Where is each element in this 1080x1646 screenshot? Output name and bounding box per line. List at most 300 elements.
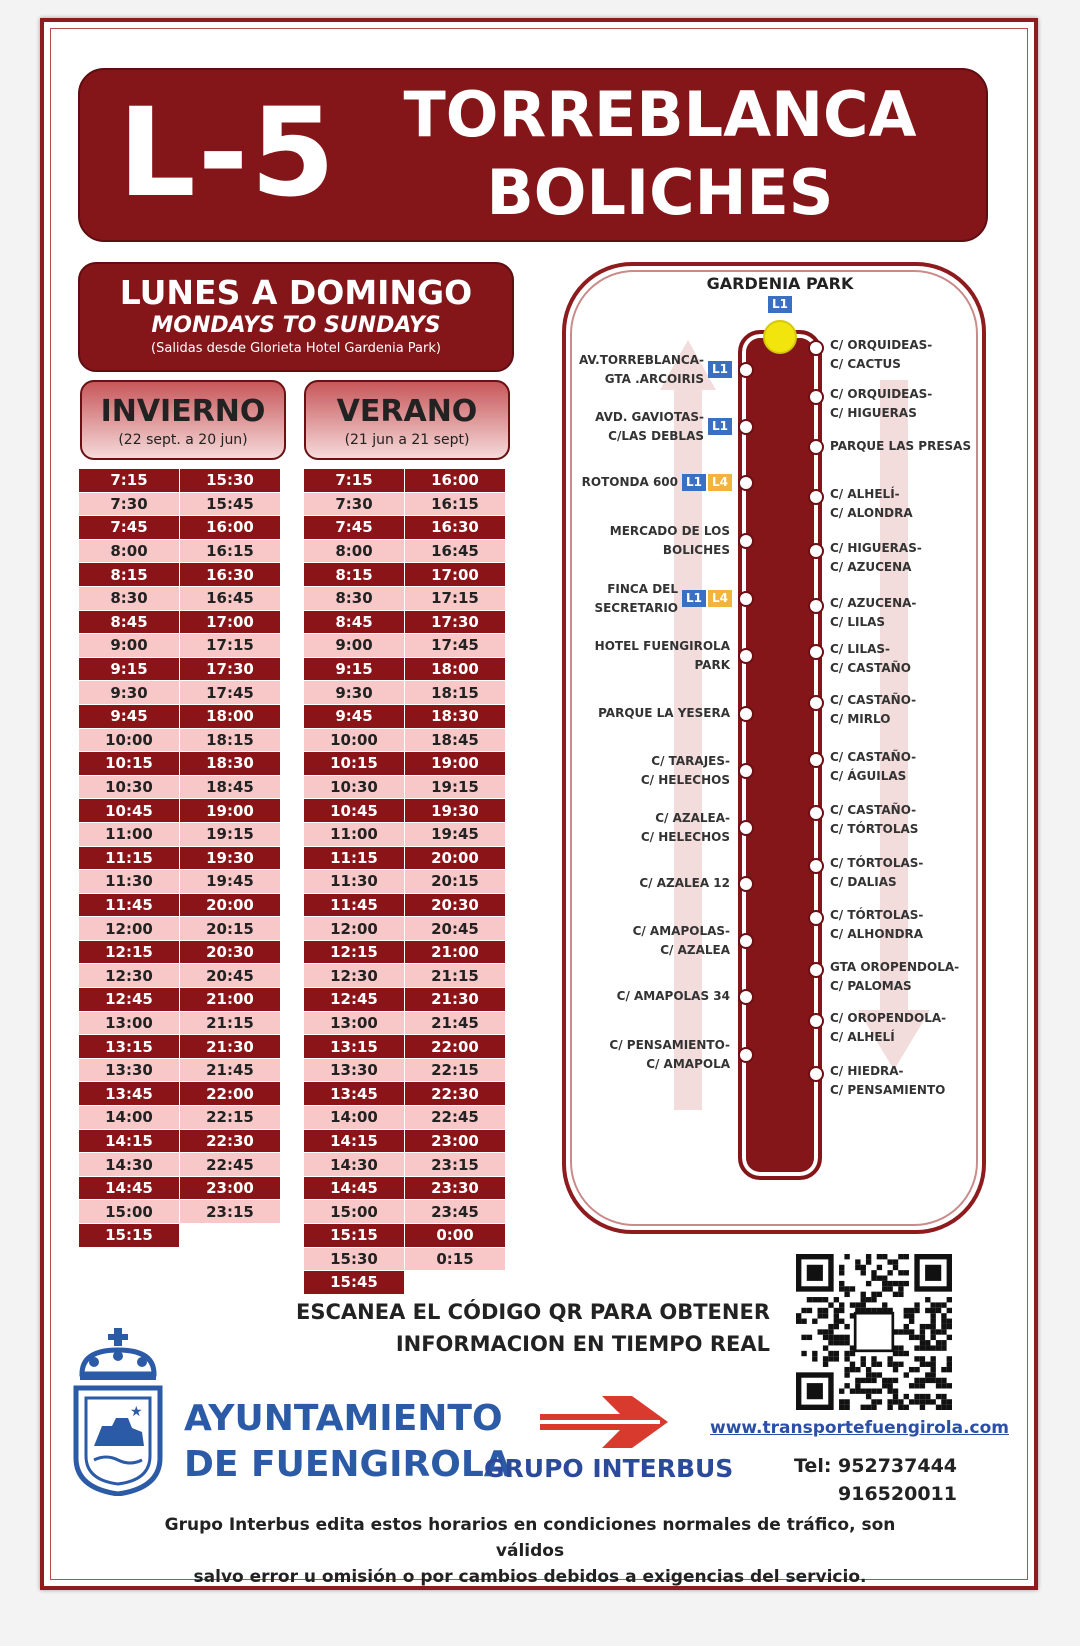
summer-time-cell: 13:30	[304, 1058, 405, 1082]
summer-time-cell: 22:15	[405, 1058, 506, 1082]
winter-row	[79, 469, 281, 493]
stop-marker	[808, 389, 824, 405]
winter-row	[79, 752, 281, 776]
winter-time-cell: 11:45	[79, 893, 180, 917]
stop-name-line1: ROTONDA 600	[581, 475, 678, 489]
summer-time-cell: 23:45	[405, 1200, 506, 1224]
stop-name-line2: C/ MIRLO	[830, 712, 891, 726]
stop-label-right	[830, 748, 980, 786]
winter-time-cell: 13:00	[79, 1011, 180, 1035]
disclaimer-line2: salvo error u omisión o por cambios debidos a exigencias del servicio.	[193, 1567, 867, 1587]
stop-label-left	[570, 987, 730, 1006]
winter-time-cell: 16:30	[180, 563, 281, 587]
stop-label-right	[830, 801, 980, 839]
winter-row	[79, 893, 281, 917]
winter-time-cell: 20:00	[180, 893, 281, 917]
stop-name-line1: C/ CASTAÑO-	[830, 803, 917, 817]
line-badge-l1: L1	[682, 590, 706, 607]
fuengirola-coat-of-arms	[72, 1328, 164, 1496]
stop-label-left	[570, 874, 730, 893]
winter-time-cell: 8:45	[79, 610, 180, 634]
winter-time-cell: 16:00	[180, 516, 281, 540]
winter-time-cell: 15:00	[79, 1200, 180, 1224]
summer-row	[304, 846, 506, 870]
summer-row	[304, 1247, 506, 1271]
stop-name-line2: C/ CACTUS	[830, 357, 901, 371]
summer-row	[304, 586, 506, 610]
winter-time-cell: 18:15	[180, 728, 281, 752]
stop-name-line1: C/ TÓRTOLAS-	[830, 908, 924, 922]
winter-time-cell: 22:15	[180, 1106, 281, 1130]
summer-time-cell: 16:45	[405, 539, 506, 563]
winter-time-cell: 17:30	[180, 657, 281, 681]
summer-time-cell: 10:00	[304, 728, 405, 752]
qr-code[interactable]	[796, 1254, 952, 1410]
winter-row	[79, 1129, 281, 1153]
summer-time-cell: 7:15	[304, 469, 405, 493]
winter-row	[79, 775, 281, 799]
winter-row	[79, 681, 281, 705]
stop-name-line2: C/ PALOMAS	[830, 979, 912, 993]
summer-row	[304, 1011, 506, 1035]
qr-line2: INFORMACION EN TIEMPO REAL	[395, 1332, 770, 1356]
winter-time-cell: 11:00	[79, 822, 180, 846]
winter-row	[79, 940, 281, 964]
stop-name-line2: C/ AZUCENA	[830, 560, 912, 574]
summer-time-cell: 17:45	[405, 634, 506, 658]
summer-row	[304, 1224, 506, 1248]
summer-time-cell: 14:00	[304, 1106, 405, 1130]
summer-time-cell: 11:30	[304, 870, 405, 894]
winter-time-cell: 20:15	[180, 917, 281, 941]
summer-row	[304, 1129, 506, 1153]
stop-name-line2: C/ ALHONDRA	[830, 927, 924, 941]
winter-time-cell: 13:30	[79, 1058, 180, 1082]
stop-name-line1: C/ TÓRTOLAS-	[830, 856, 924, 870]
stop-name-line1: C/ HIEDRA-	[830, 1064, 904, 1078]
summer-time-cell: 23:30	[405, 1176, 506, 1200]
summer-row	[304, 1176, 506, 1200]
winter-row	[79, 964, 281, 988]
stop-label-right	[830, 1009, 980, 1047]
winter-time-cell: 10:30	[79, 775, 180, 799]
org-line1: AYUNTAMIENTO	[184, 1398, 503, 1439]
winter-time-cell: 17:45	[180, 681, 281, 705]
summer-time-cell: 17:30	[405, 610, 506, 634]
summer-row	[304, 1106, 506, 1130]
stop-name-line1: C/ ORQUIDEAS-	[830, 338, 933, 352]
winter-time-cell: 19:45	[180, 870, 281, 894]
svg-text:★: ★	[130, 1404, 143, 1420]
winter-time-cell: 16:45	[180, 586, 281, 610]
winter-time-cell: 14:00	[79, 1106, 180, 1130]
summer-time-cell: 21:45	[405, 1011, 506, 1035]
summer-time-cell: 19:15	[405, 775, 506, 799]
stop-marker	[808, 489, 824, 505]
stop-name-line1: HOTEL FUENGIROLA	[594, 639, 730, 653]
summer-time-cell: 9:45	[304, 704, 405, 728]
winter-row	[79, 492, 281, 516]
summer-time-cell: 11:15	[304, 846, 405, 870]
winter-time-cell: 21:00	[180, 988, 281, 1012]
summer-time-cell: 12:45	[304, 988, 405, 1012]
stop-name-line1: AV.TORREBLANCA-	[578, 353, 704, 367]
winter-time-cell: 14:45	[79, 1176, 180, 1200]
summer-row	[304, 634, 506, 658]
operator-name: GRUPO INTERBUS	[484, 1454, 734, 1483]
summer-time-cell: 20:45	[405, 917, 506, 941]
winter-time-cell: 20:45	[180, 964, 281, 988]
stop-marker	[808, 1066, 824, 1082]
qr-line1: ESCANEA EL CÓDIGO QR PARA OBTENER	[296, 1300, 770, 1324]
stop-marker	[808, 858, 824, 874]
summer-time-cell: 10:30	[304, 775, 405, 799]
stop-name-line1: PARQUE LAS PRESAS	[830, 439, 972, 453]
winter-time-cell: 11:30	[79, 870, 180, 894]
winter-row	[79, 1200, 281, 1224]
stop-label-right	[830, 640, 980, 678]
stop-name-line1: C/ AMAPOLAS-	[632, 924, 730, 938]
interbus-logo-icon	[540, 1392, 670, 1450]
stop-name-line1: C/ OROPENDOLA-	[830, 1011, 947, 1025]
season-summer-name: VERANO	[336, 394, 478, 429]
winter-time-cell: 7:45	[79, 516, 180, 540]
summer-time-cell: 12:00	[304, 917, 405, 941]
stop-label-right	[830, 539, 980, 577]
telephone	[794, 1452, 957, 1508]
summer-time-cell: 16:00	[405, 469, 506, 493]
stop-marker	[738, 533, 754, 549]
stop-marker	[808, 340, 824, 356]
line-code: L-5	[118, 82, 338, 224]
stop-marker	[738, 989, 754, 1005]
winter-time-cell: 9:30	[79, 681, 180, 705]
stop-name-line2: PARK	[694, 658, 730, 672]
winter-time-cell: 10:45	[79, 799, 180, 823]
summer-time-cell: 0:15	[405, 1247, 506, 1271]
winter-time-cell: 23:15	[180, 1200, 281, 1224]
stop-label-right	[830, 906, 980, 944]
summer-time-cell: 22:30	[405, 1082, 506, 1106]
summer-time-cell: 17:00	[405, 563, 506, 587]
stop-name-line2: C/LAS DEBLAS	[608, 429, 704, 443]
summer-time-cell: 21:00	[405, 940, 506, 964]
summer-row	[304, 1153, 506, 1177]
stop-name-line2: C/ AZALEA	[660, 943, 730, 957]
winter-time-cell	[180, 1224, 281, 1248]
summer-row	[304, 799, 506, 823]
qr-instructions	[290, 1296, 770, 1360]
winter-row	[79, 846, 281, 870]
summer-row	[304, 681, 506, 705]
departure-note: (Salidas desde Glorieta Hotel Gardenia Park)	[151, 341, 441, 356]
line-badge-l4: L4	[708, 590, 732, 607]
summer-time-cell: 14:45	[304, 1176, 405, 1200]
stop-label-left	[570, 522, 730, 560]
summer-row	[304, 728, 506, 752]
season-winter-range: (22 sept. a 20 jun)	[118, 432, 248, 448]
summer-time-cell: 9:15	[304, 657, 405, 681]
stop-marker	[808, 962, 824, 978]
winter-time-cell: 18:45	[180, 775, 281, 799]
terminal-name: GARDENIA PARK	[706, 274, 854, 293]
stop-name-line2: GTA .ARCOIRIS	[604, 372, 704, 386]
line-badge-l1: L1	[682, 474, 706, 491]
winter-time-cell: 13:15	[79, 1035, 180, 1059]
stop-name-line2: C/ ÁGUILAS	[830, 769, 907, 783]
winter-row	[79, 516, 281, 540]
stop-label-left	[570, 704, 730, 723]
summer-time-cell: 19:45	[405, 822, 506, 846]
summer-time-cell: 8:00	[304, 539, 405, 563]
summer-time-cell: 21:30	[405, 988, 506, 1012]
summer-row	[304, 704, 506, 728]
summer-row	[304, 1035, 506, 1059]
stop-marker	[808, 598, 824, 614]
stop-name-line1: C/ AZALEA-	[655, 811, 730, 825]
winter-time-cell: 22:00	[180, 1082, 281, 1106]
stop-label-right	[830, 336, 980, 374]
stop-label-right	[830, 385, 980, 423]
winter-row	[79, 1153, 281, 1177]
season-summer-range: (21 jun a 21 sept)	[344, 432, 470, 448]
stop-name-line2: C/ HIGUERAS	[830, 406, 917, 420]
summer-time-cell: 7:45	[304, 516, 405, 540]
winter-row	[79, 917, 281, 941]
days-box	[78, 262, 514, 372]
winter-time-cell: 22:45	[180, 1153, 281, 1177]
stop-name-line1: MERCADO DE LOS	[609, 524, 730, 538]
winter-row	[79, 728, 281, 752]
summer-time-cell: 20:30	[405, 893, 506, 917]
winter-time-cell: 9:45	[79, 704, 180, 728]
winter-time-cell: 12:15	[79, 940, 180, 964]
summer-row	[304, 469, 506, 493]
summer-time-cell: 18:30	[405, 704, 506, 728]
winter-row	[79, 586, 281, 610]
winter-time-cell: 15:45	[180, 492, 281, 516]
stop-label-left	[570, 922, 730, 960]
website-link[interactable]: www.transportefuengirola.com	[710, 1418, 1009, 1438]
summer-time-cell: 22:00	[405, 1035, 506, 1059]
header-banner	[78, 68, 988, 242]
summer-row	[304, 492, 506, 516]
summer-row	[304, 988, 506, 1012]
summer-row	[304, 822, 506, 846]
summer-row	[304, 539, 506, 563]
winter-row	[79, 1011, 281, 1035]
summer-time-cell: 22:45	[405, 1106, 506, 1130]
stop-label-left	[570, 1036, 730, 1074]
summer-time-cell: 11:00	[304, 822, 405, 846]
stop-marker	[738, 362, 754, 378]
stop-label-left	[570, 637, 730, 675]
summer-time-cell: 17:15	[405, 586, 506, 610]
season-winter-name: INVIERNO	[100, 394, 266, 429]
stop-name-line2: C/ PENSAMIENTO	[830, 1083, 946, 1097]
summer-time-cell: 10:45	[304, 799, 405, 823]
stop-marker	[738, 820, 754, 836]
summer-time-cell: 9:00	[304, 634, 405, 658]
winter-time-cell: 14:15	[79, 1129, 180, 1153]
winter-row	[79, 634, 281, 658]
stop-label-left	[570, 752, 730, 790]
summer-row	[304, 1058, 506, 1082]
winter-time-cell: 17:15	[180, 634, 281, 658]
summer-time-cell: 11:45	[304, 893, 405, 917]
stop-name-line1: C/ AZALEA 12	[639, 876, 730, 890]
stop-name-line1: GTA OROPENDOLA-	[830, 960, 960, 974]
summer-time-cell: 13:15	[304, 1035, 405, 1059]
summer-time-cell: 13:00	[304, 1011, 405, 1035]
stop-marker	[808, 910, 824, 926]
winter-time-cell: 19:30	[180, 846, 281, 870]
timetable-summer	[303, 468, 506, 1295]
stop-name-line1: C/ TARAJES-	[651, 754, 730, 768]
stop-label-right	[830, 854, 980, 892]
stop-marker	[738, 763, 754, 779]
winter-row	[79, 563, 281, 587]
winter-row	[79, 704, 281, 728]
winter-row	[79, 1224, 281, 1248]
summer-row	[304, 893, 506, 917]
summer-row	[304, 870, 506, 894]
stop-marker	[808, 1013, 824, 1029]
route-spine-core	[746, 338, 814, 1172]
summer-time-cell: 20:15	[405, 870, 506, 894]
stop-label-right	[830, 1062, 980, 1100]
summer-row	[304, 775, 506, 799]
winter-row	[79, 822, 281, 846]
winter-row	[79, 539, 281, 563]
telephone-2: 916520011	[838, 1483, 957, 1505]
summer-time-cell: 8:15	[304, 563, 405, 587]
winter-time-cell: 23:00	[180, 1176, 281, 1200]
winter-row	[79, 1058, 281, 1082]
summer-row	[304, 1271, 506, 1295]
stop-label-right	[830, 958, 980, 996]
stop-name-line2: C/ HELECHOS	[640, 773, 730, 787]
summer-row	[304, 657, 506, 681]
winter-time-cell: 21:15	[180, 1011, 281, 1035]
stop-name-line1: C/ AZUCENA-	[830, 596, 917, 610]
stop-marker	[738, 419, 754, 435]
winter-row	[79, 657, 281, 681]
disclaimer	[130, 1512, 930, 1590]
stop-marker	[808, 752, 824, 768]
winter-time-cell: 17:00	[180, 610, 281, 634]
winter-time-cell: 8:00	[79, 539, 180, 563]
winter-time-cell: 12:00	[79, 917, 180, 941]
summer-time-cell: 13:45	[304, 1082, 405, 1106]
terminal-label	[700, 274, 860, 313]
winter-time-cell: 19:15	[180, 822, 281, 846]
summer-row	[304, 1200, 506, 1224]
stop-name-line2: C/ HELECHOS	[640, 830, 730, 844]
winter-time-cell: 18:30	[180, 752, 281, 776]
summer-row	[304, 563, 506, 587]
winter-time-cell: 12:30	[79, 964, 180, 988]
summer-time-cell: 15:30	[304, 1247, 405, 1271]
stop-label-right	[830, 691, 980, 729]
stop-name-line2: C/ DALIAS	[830, 875, 897, 889]
winter-row	[79, 1035, 281, 1059]
season-winter	[80, 380, 286, 460]
winter-time-cell: 21:45	[180, 1058, 281, 1082]
stop-marker	[808, 439, 824, 455]
summer-row	[304, 516, 506, 540]
stop-name-line2: C/ TÓRTOLAS	[830, 822, 919, 836]
timetable-winter	[78, 468, 281, 1248]
stop-name-line1: C/ ORQUIDEAS-	[830, 387, 933, 401]
summer-time-cell: 21:15	[405, 964, 506, 988]
winter-time-cell: 19:00	[180, 799, 281, 823]
summer-row	[304, 610, 506, 634]
terminal-stop	[763, 320, 797, 354]
winter-time-cell: 8:30	[79, 586, 180, 610]
summer-time-cell: 19:30	[405, 799, 506, 823]
stop-name-line1: C/ CASTAÑO-	[830, 693, 917, 707]
winter-time-cell: 15:30	[180, 469, 281, 493]
summer-time-cell: 15:45	[304, 1271, 405, 1295]
summer-time-cell: 20:00	[405, 846, 506, 870]
summer-time-cell: 15:00	[304, 1200, 405, 1224]
summer-time-cell: 12:15	[304, 940, 405, 964]
city-council-name	[184, 1396, 512, 1488]
stop-label-right	[830, 437, 980, 456]
disclaimer-line1: Grupo Interbus edita estos horarios en condiciones normales de tráfico, son válidos	[164, 1515, 896, 1561]
summer-time-cell: 18:45	[405, 728, 506, 752]
summer-time-cell: 8:45	[304, 610, 405, 634]
stop-name-line2: BOLICHES	[662, 543, 730, 557]
stop-name-line1: C/ HIGUERAS-	[830, 541, 922, 555]
stop-name-line1: C/ AMAPOLAS 34	[616, 989, 730, 1003]
line-badge-l1: L1	[708, 418, 732, 435]
summer-row	[304, 1082, 506, 1106]
stop-marker	[738, 876, 754, 892]
stop-marker	[808, 543, 824, 559]
stop-marker	[738, 648, 754, 664]
stop-label-left	[544, 408, 704, 446]
days-title-en: MONDAYS TO SUNDAYS	[151, 313, 441, 338]
stop-label-left	[518, 580, 678, 618]
summer-row	[304, 752, 506, 776]
winter-row	[79, 870, 281, 894]
winter-time-cell: 7:15	[79, 469, 180, 493]
winter-row	[79, 799, 281, 823]
winter-time-cell: 22:30	[180, 1129, 281, 1153]
winter-time-cell: 10:00	[79, 728, 180, 752]
summer-time-cell: 14:30	[304, 1153, 405, 1177]
winter-time-cell: 7:30	[79, 492, 180, 516]
stop-name-line1: C/ ALHELÍ-	[830, 487, 900, 501]
stop-name-line1: FINCA DEL	[607, 582, 678, 596]
stop-label-left	[518, 473, 678, 492]
stop-name-line2: C/ CASTAÑO	[830, 661, 911, 675]
route-name-line1: TORREBLANCA	[403, 78, 917, 151]
season-summer	[304, 380, 510, 460]
stop-label-right	[830, 485, 980, 523]
winter-row	[79, 1082, 281, 1106]
stop-name-line2: C/ ALONDRA	[830, 506, 913, 520]
stop-marker	[738, 706, 754, 722]
winter-row	[79, 988, 281, 1012]
telephone-1: Tel: 952737444	[794, 1455, 958, 1477]
stop-name-line2: C/ LILAS	[830, 615, 886, 629]
summer-time-cell: 23:00	[405, 1129, 506, 1153]
summer-time-cell: 23:15	[405, 1153, 506, 1177]
summer-time-cell: 7:30	[304, 492, 405, 516]
